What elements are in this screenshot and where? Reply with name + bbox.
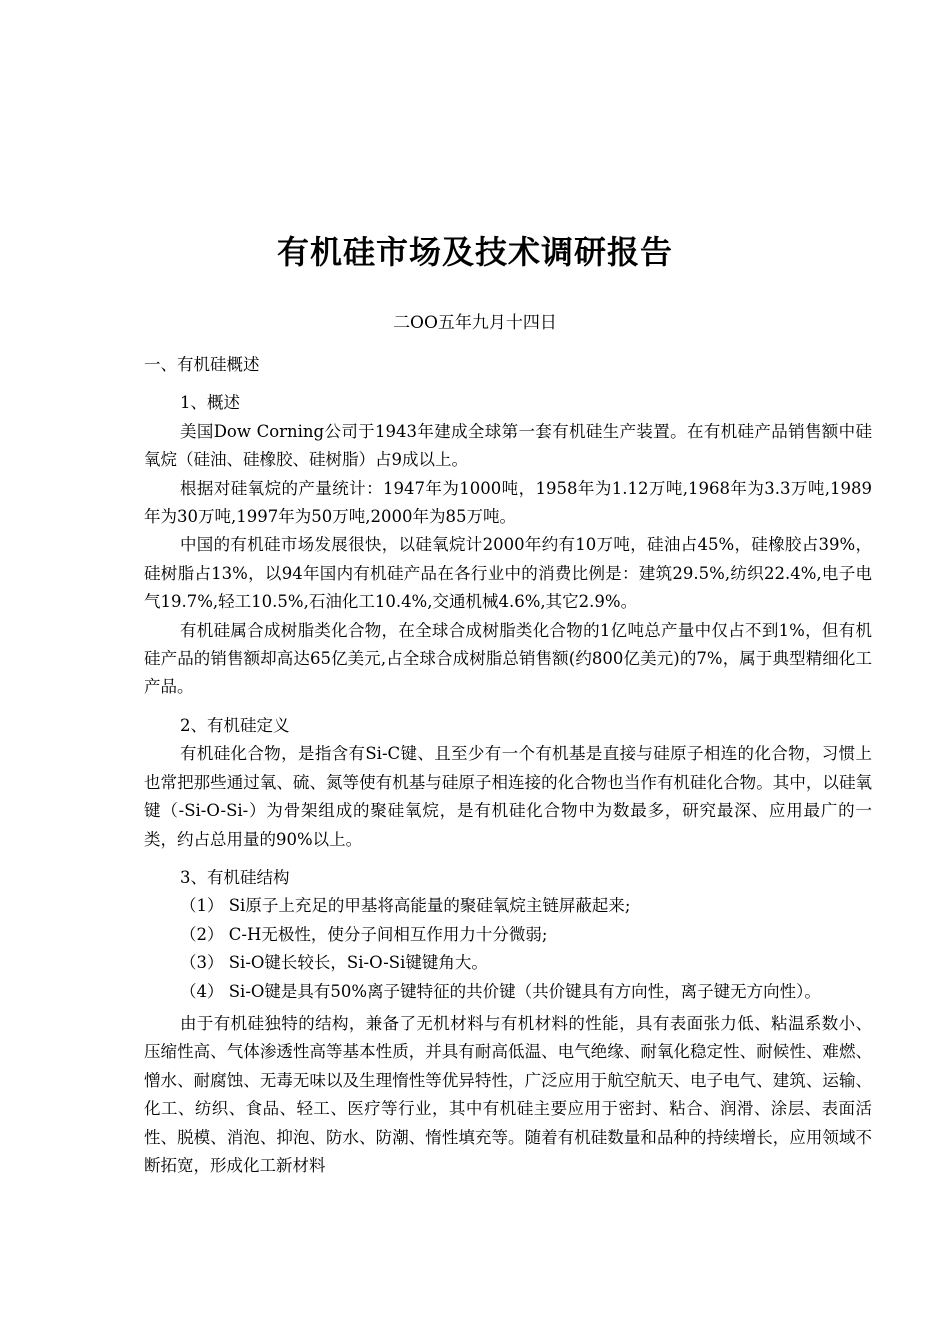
subsection-heading: 3、有机硅结构 bbox=[180, 867, 290, 887]
subsection-heading: 2、有机硅定义 bbox=[180, 715, 290, 735]
document-date: 二OO五年九月十四日 bbox=[393, 313, 557, 333]
paragraph: 美国Dow Corning公司于1943年建成全球第一套有机硅生产装置。在有机硅产品销售额中硅氧烷（硅油、硅橡胶、硅树脂）占9成以上。 bbox=[144, 421, 872, 470]
paragraph: 根据对硅氧烷的产量统计：1947年为1000吨，1958年为1.12万吨,1968年为3.3万吨,1989年为30万吨,1997年为50万吨,2000年为85万吨。 bbox=[144, 478, 872, 527]
structure-item: （3） Si-O键长较长，Si-O-Si键键角大。 bbox=[180, 953, 488, 973]
document-body bbox=[144, 351, 872, 1180]
paragraph: 有机硅化合物，是指含有Si-C键、且至少有一个有机基是直接与硅原子相连的化合物，习惯上也常把那些通过氧、硫、氮等使有机基与硅原子相连接的化合物也当作有机硅化合物。其中，以硅氧键（-Si-O-Si-）为骨架组成的聚硅氧烷，是有机硅化合物中为数最多，研究最深、应用最广的一类，约占总用量的90%以上。 bbox=[144, 744, 872, 849]
structure-item: （1） Si原子上充足的甲基将高能量的聚硅氧烷主链屏蔽起来; bbox=[180, 896, 631, 916]
structure-item: （4） Si-O键是具有50%离子键特征的共价键（共价键具有方向性，离子键无方向性）。 bbox=[180, 981, 821, 1001]
paragraph: 中国的有机硅市场发展很快，以硅氧烷计2000年约有10万吨，硅油占45%，硅橡胶占39%，硅树脂占13%，以94年国内有机硅产品在各行业中的消费比例是：建筑29.5%,纺织22.4%,电子电气19.7%,轻工10.5%,石油化工10.4%,交通机械4.6%,其它2.9%。 bbox=[144, 535, 872, 612]
paragraph: 由于有机硅独特的结构，兼备了无机材料与有机材料的性能，具有表面张力低、粘温系数小、压缩性高、气体渗透性高等基本性质，并具有耐高低温、电气绝缘、耐氧化稳定性、耐候性、难燃、憎水、耐腐蚀、无毒无味以及生理惰性等优异特性，广泛应用于航空航天、电子电气、建筑、运输、化工、纺织、食品、轻工、医疗等行业，其中有机硅主要应用于密封、粘合、润滑、涂层、表面活性、脱模、消泡、抑泡、防水、防潮、惰性填充等。随着有机硅数量和品种的持续增长，应用领域不断拓宽，形成化工新材料 bbox=[144, 1013, 872, 1175]
paragraph: 有机硅属合成树脂类化合物，在全球合成树脂类化合物的1亿吨总产量中仅占不到1%，但有机硅产品的销售额却高达65亿美元,占全球合成树脂总销售额(约800亿美元)的7%，属于典型精细化工产品。 bbox=[144, 620, 872, 697]
structure-item: （2） C-H无极性，使分子间相互作用力十分微弱; bbox=[180, 924, 548, 944]
subsection-heading: 1、概述 bbox=[180, 393, 240, 413]
section-heading: 一、有机硅概述 bbox=[144, 355, 260, 374]
document-title: 有机硅市场及技术调研报告 bbox=[276, 233, 673, 271]
